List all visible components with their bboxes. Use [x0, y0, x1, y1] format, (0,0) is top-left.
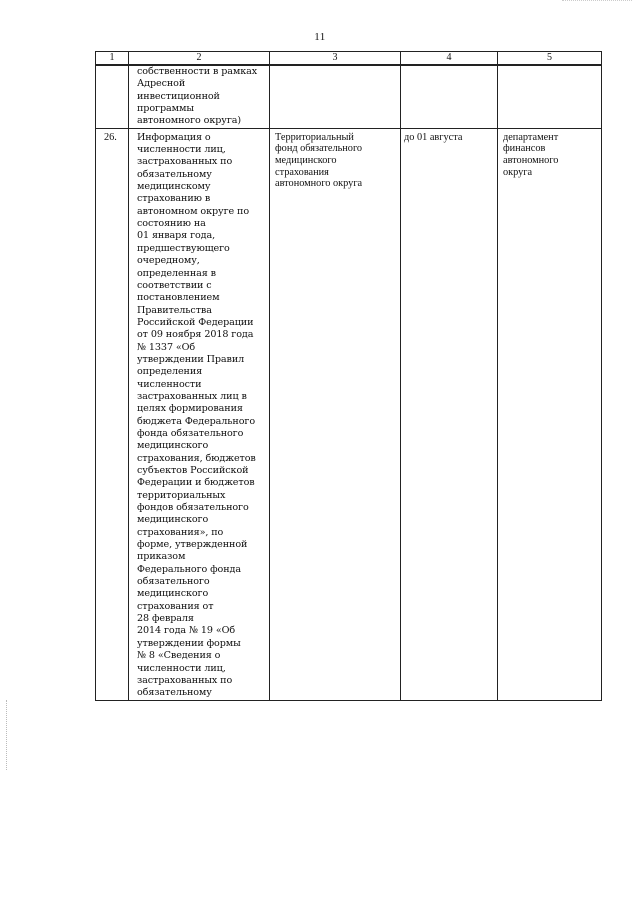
info-line: медицинскому — [137, 181, 211, 193]
header-col-2: 2 — [129, 52, 270, 66]
info-line: страхования», по — [137, 526, 224, 538]
info-line: приказом — [137, 551, 186, 563]
cell-recipient — [498, 128, 602, 700]
info-line: обязательному — [137, 687, 212, 699]
cell-deadline — [401, 65, 498, 128]
cell-number — [96, 65, 129, 128]
info-line: Российской Федерации — [137, 316, 254, 328]
info-line: очередному, — [137, 255, 200, 267]
info-line: медицинского — [137, 588, 209, 600]
table-row-26 — [96, 128, 602, 700]
info-line: собственности в рамках — [137, 66, 258, 77]
scan-edge-mark — [562, 0, 632, 4]
info-line: соответствии с — [137, 279, 212, 291]
info-line: постановлением — [137, 292, 220, 304]
info-line: 2014 года № 19 «Об — [137, 625, 236, 637]
cell-information — [129, 128, 270, 700]
info-line: программы — [137, 103, 194, 115]
info-line: Информация о — [137, 131, 211, 143]
info-line: Федерации и бюджетов — [137, 477, 255, 489]
cell-executor — [270, 65, 401, 128]
page-number: 11 — [314, 31, 326, 43]
recipient-line: департамент — [503, 131, 559, 143]
recipient-line: автономного — [503, 154, 559, 166]
info-line: форме, утвержденной — [137, 539, 248, 551]
info-line: Адресной — [137, 78, 186, 90]
header-col-4: 4 — [401, 52, 498, 66]
info-line: фонда обязательного — [137, 427, 244, 439]
recipient-line: округа — [503, 166, 533, 178]
info-line: Правительства — [137, 304, 212, 316]
info-line: страхования от — [137, 600, 214, 612]
info-line: численности — [137, 378, 202, 390]
cell-number: 26. — [96, 128, 129, 700]
info-line: предшествующего — [137, 242, 230, 254]
info-line: 01 января года, — [137, 230, 216, 242]
header-col-5: 5 — [498, 52, 602, 66]
info-line: № 8 «Сведения о — [137, 650, 221, 662]
executor-line: автономного округа — [275, 178, 363, 190]
table-header-row — [96, 52, 602, 66]
executor-line: Территориальный — [275, 131, 354, 143]
info-line: обязательного — [137, 576, 210, 588]
info-line: утверждении Правил — [137, 353, 245, 365]
info-line: инвестиционной — [137, 90, 220, 102]
cell-deadline: до 01 августа — [401, 128, 498, 700]
cell-recipient — [498, 65, 602, 128]
info-line: целях формирования — [137, 403, 243, 415]
executor-line: фонд обязательного — [275, 143, 363, 155]
info-line: автономного округа) — [137, 115, 242, 127]
info-line: численности лиц, — [137, 662, 226, 674]
info-line: страхованию в — [137, 193, 211, 205]
scan-margin-mark — [6, 700, 8, 770]
info-line: территориальных — [137, 489, 226, 501]
cell-executor — [270, 128, 401, 700]
executor-line: медицинского — [275, 154, 337, 166]
info-line: 28 февраля — [137, 613, 194, 625]
cell-information — [129, 65, 270, 128]
info-line: бюджета Федерального — [137, 415, 255, 427]
header-col-3: 3 — [270, 52, 401, 66]
executor-line: страхования — [275, 166, 329, 178]
table-row-continuation — [96, 65, 602, 128]
info-line: медицинского — [137, 440, 209, 452]
info-line: численности лиц, — [137, 144, 226, 156]
info-line: № 1337 «Об — [137, 341, 196, 353]
info-line: автономном округе по — [137, 205, 250, 217]
info-line: от 09 ноября 2018 года — [137, 329, 254, 341]
report-table — [95, 51, 602, 701]
info-line: застрахованных по — [137, 156, 233, 168]
info-line: определения — [137, 366, 203, 378]
info-line: Федерального фонда — [137, 563, 241, 575]
info-line: застрахованных лиц в — [137, 390, 247, 402]
info-line: утверждении формы — [137, 637, 241, 649]
info-line: страхования, бюджетов — [137, 452, 256, 464]
info-line: обязательному — [137, 168, 212, 180]
recipient-line: финансов — [503, 143, 546, 155]
info-line: фондов обязательного — [137, 502, 249, 514]
info-line: определенная в — [137, 267, 216, 279]
info-line: состоянию на — [137, 218, 206, 230]
info-line: застрахованных по — [137, 674, 233, 686]
info-line: субъектов Российской — [137, 465, 249, 476]
header-col-1: 1 — [96, 52, 129, 66]
info-line: медицинского — [137, 514, 209, 526]
